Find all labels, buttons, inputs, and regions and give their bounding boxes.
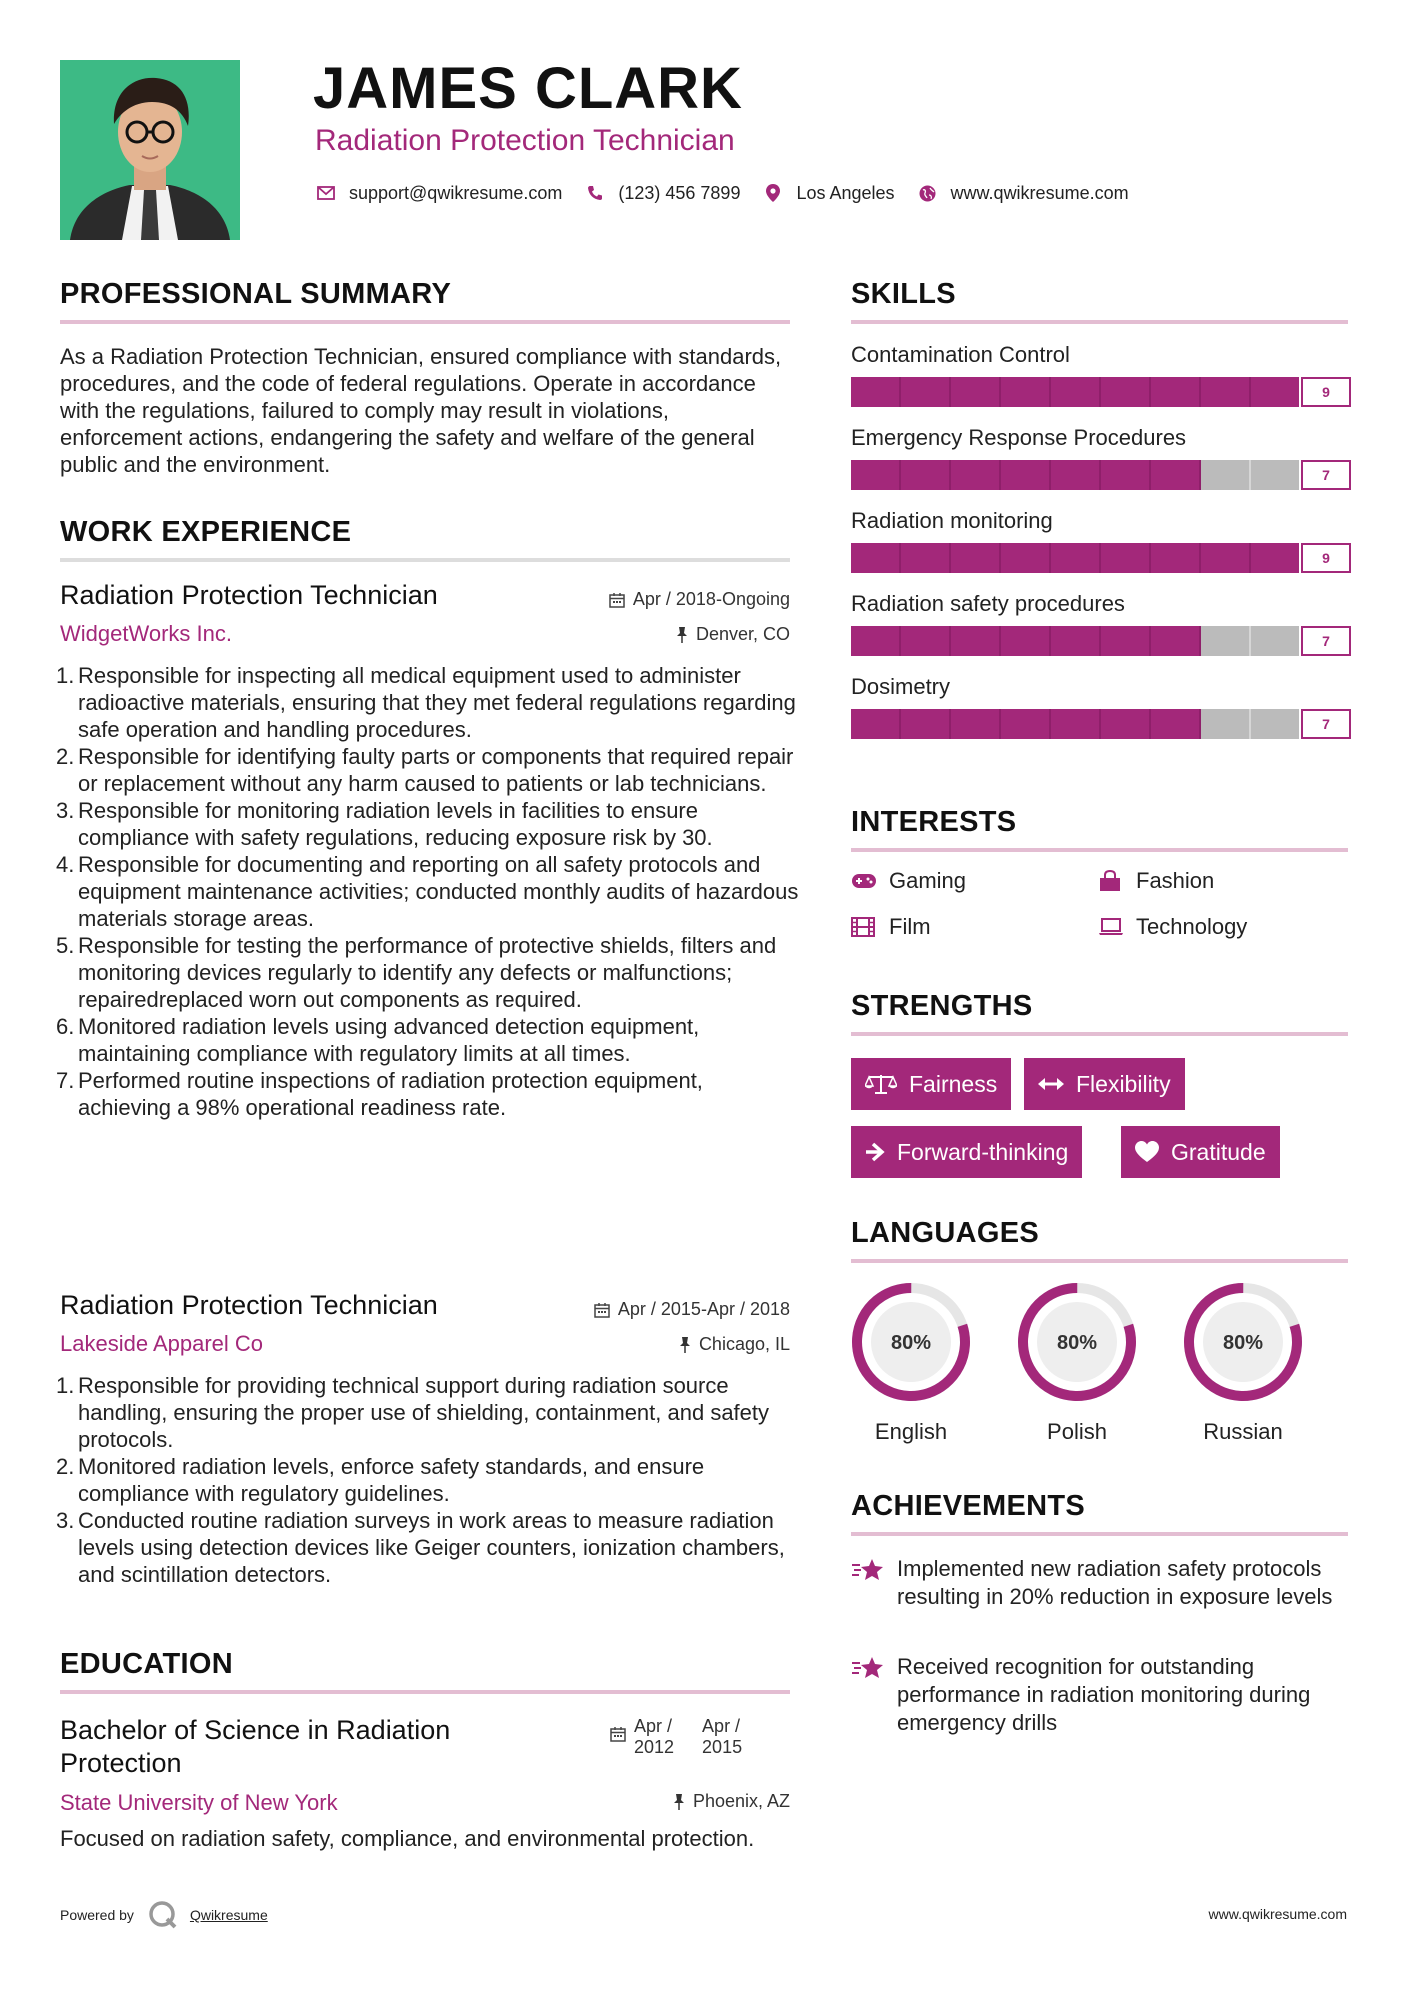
job-1-duties: [56, 662, 800, 1121]
skills-rule: [851, 320, 1348, 324]
skill-bar-segment-filled: [901, 626, 951, 656]
skill-level: 7: [1301, 709, 1351, 739]
strength-gratitude: Gratitude: [1121, 1126, 1280, 1178]
achievements-rule: [851, 1532, 1348, 1536]
strength-forward-thinking: Forward-thinking: [851, 1126, 1082, 1178]
map-marker-icon: [762, 182, 784, 204]
skill-bar-segment-filled: [1051, 543, 1101, 573]
skill-bar-segment-filled: [1151, 460, 1201, 490]
pushpin-icon: [676, 627, 688, 643]
degree-title: Bachelor of Science in Radiation Protection: [60, 1715, 451, 1778]
envelope-icon: [315, 182, 337, 204]
skill-bar-segment-filled: [1151, 543, 1201, 573]
education-school: State University of New York: [60, 1790, 338, 1815]
laptop-icon: [1098, 918, 1128, 936]
language-percent: 80%: [1222, 1332, 1264, 1354]
skill-bar-segment-filled: [1101, 377, 1151, 407]
interest-film: Film: [851, 914, 931, 940]
candidate-name: JAMES CLARK: [313, 56, 743, 121]
list-item: 2. Monitored radiation levels, enforce safety standards, and ensure compliance with regulatory guidelines.: [56, 1454, 705, 1506]
job-2-duties: [56, 1372, 800, 1588]
interest-gaming: Gaming: [851, 868, 966, 894]
summary-text: As a Radiation Protection Technician, ensured compliance with standards, procedures, and the code of federal regulations. Operate in accordance with the regulations, failured to comply may result in violations, enforcement actions, endangering the safety and welfare of the general public and the environment.: [60, 344, 782, 477]
skill-bar-segment-filled: [901, 377, 951, 407]
arrows-horizontal-icon: [1038, 1077, 1064, 1091]
skill-bar: [851, 460, 1351, 490]
language-ring: [1015, 1280, 1139, 1404]
interest-technology: Technology: [1098, 914, 1247, 940]
skill-bar-segment-filled: [1051, 460, 1101, 490]
strengths-rule: [851, 1032, 1348, 1036]
pushpin-icon: [673, 1794, 685, 1810]
skill-bar-segment-filled: [851, 543, 901, 573]
achievement-item: Implemented new radiation safety protocols resulting in 20% reduction in exposure levels: [851, 1555, 1341, 1611]
skill-bar-segment-empty: [1251, 460, 1299, 490]
skill-name: Radiation monitoring: [851, 508, 1053, 533]
skill-bar-segment-empty: [1201, 626, 1251, 656]
language-item: [1181, 1280, 1305, 1445]
globe-icon: [917, 182, 939, 204]
skill-bar: [851, 377, 1351, 407]
skill-bar-segment-filled: [851, 377, 901, 407]
contact-location: Los Angeles: [796, 182, 895, 203]
skill-bar: [851, 709, 1351, 739]
job-1-location-text: Denver, CO: [695, 624, 790, 644]
achievements-heading: ACHIEVEMENTS: [851, 1490, 1086, 1522]
job-1-title: Radiation Protection Technician: [60, 580, 438, 610]
skill-item: [851, 591, 1351, 656]
education-rule: [60, 1690, 790, 1694]
job-1-dates: [609, 589, 790, 610]
education-heading: EDUCATION: [60, 1648, 233, 1680]
skill-bar-segment-filled: [1251, 377, 1299, 407]
balance-scale-icon: [865, 1073, 897, 1095]
skill-level: 7: [1301, 460, 1351, 490]
language-item: [849, 1280, 973, 1445]
profile-photo: [60, 60, 240, 240]
job-2-location-text: Chicago, IL: [698, 1334, 790, 1354]
list-item: 7. Performed routine inspections of radiation protection equipment, achieving a 98% operational readiness rate.: [56, 1068, 703, 1120]
job-1-dates-text: Apr / 2018-Ongoing: [632, 589, 790, 609]
skills-list: [851, 342, 1351, 739]
skill-bar-segment-filled: [951, 626, 1001, 656]
language-percent: 80%: [1056, 1332, 1098, 1354]
list-item: 1. Responsible for providing technical support during radiation source handling, ensuring the proper use of shielding, containment, and safety protocols.: [56, 1373, 770, 1452]
heart-icon: [1135, 1141, 1159, 1163]
skill-bar-segment-filled: [1001, 460, 1051, 490]
experience-rule: [60, 558, 790, 562]
job-1-location: [676, 624, 790, 645]
list-item: 4. Responsible for documenting and reporting on all safety protocols and equipment maintenance activities; conducted monthly audits of hazardous materials storage areas.: [56, 852, 799, 931]
skill-level: 7: [1301, 626, 1351, 656]
calendar-icon: [594, 1302, 610, 1318]
skill-bar-segment-filled: [951, 377, 1001, 407]
skill-bar-segment-filled: [1101, 709, 1151, 739]
skill-bar-segment-filled: [1051, 626, 1101, 656]
skill-item: [851, 508, 1351, 573]
skill-bar-segment-filled: [901, 543, 951, 573]
achievement-item: Received recognition for outstanding performance in radiation monitoring during emergency drills: [851, 1653, 1341, 1737]
strength-flexibility: Flexibility: [1024, 1058, 1185, 1110]
skill-bar-segment-filled: [1151, 709, 1201, 739]
footer-powered-by: Powered by Qwikresume: [60, 1900, 268, 1930]
interest-fashion: Fashion: [1098, 868, 1214, 894]
skill-bar-segment-filled: [1001, 626, 1051, 656]
language-name: English: [874, 1419, 948, 1444]
job-2-location: [679, 1334, 790, 1355]
skill-bar-segment-empty: [1201, 709, 1251, 739]
skill-bar-segment-filled: [1101, 543, 1151, 573]
job-2-company: Lakeside Apparel Co: [60, 1331, 264, 1356]
skill-bar-segment-filled: [1001, 709, 1051, 739]
footer-website[interactable]: www.qwikresume.com: [1208, 1906, 1347, 1922]
skill-bar-segment-filled: [1251, 543, 1299, 573]
skill-bar-segment-empty: [1251, 626, 1299, 656]
education-description: Focused on radiation safety, compliance, and environmental protection.: [60, 1826, 755, 1851]
summary-rule: [60, 320, 790, 324]
list-item: 1. Responsible for inspecting all medical equipment used to administer radioactive materials, ensuring that they met federal regulations regarding safe operation and handling procedures.: [56, 663, 796, 742]
skill-name: Emergency Response Procedures: [851, 425, 1187, 450]
contact-website[interactable]: www.qwikresume.com: [950, 182, 1129, 203]
strength-fairness: Fairness: [851, 1058, 1011, 1110]
skill-name: Dosimetry: [851, 674, 951, 699]
gamepad-icon: [851, 873, 881, 889]
contact-email[interactable]: support@qwikresume.com: [349, 182, 563, 203]
contact-bar: [315, 178, 1151, 208]
qwikresume-logo-icon: [148, 1900, 178, 1930]
contact-phone[interactable]: (123) 456 7899: [618, 182, 741, 203]
list-item: 2. Responsible for identifying faulty parts or components that required repair or replacement without any harm caused to patients or lab technicians.: [56, 744, 794, 796]
skill-bar-segment-filled: [1151, 377, 1201, 407]
language-ring: [849, 1280, 973, 1404]
skill-bar-segment-filled: [851, 626, 901, 656]
skill-bar-segment-filled: [851, 709, 901, 739]
footer-brand-link[interactable]: Qwikresume: [189, 1907, 268, 1923]
languages-rule: [851, 1259, 1348, 1263]
arrow-right-icon: [865, 1142, 885, 1162]
skill-item: [851, 425, 1351, 490]
calendar-icon: [610, 1726, 626, 1742]
skill-bar-segment-filled: [951, 460, 1001, 490]
skill-bar-segment-filled: [1001, 543, 1051, 573]
job-2-dates-text: Apr / 2015-Apr / 2018: [617, 1299, 790, 1319]
list-item: 3. Conducted routine radiation surveys in work areas to measure radiation levels using detection devices like Geiger counters, ionization chambers, and scintillation detectors.: [56, 1508, 785, 1587]
skill-bar-segment-filled: [901, 709, 951, 739]
calendar-icon: [609, 592, 625, 608]
skills-heading: SKILLS: [851, 278, 956, 310]
candidate-title: Radiation Protection Technician: [315, 124, 735, 157]
languages-heading: LANGUAGES: [851, 1217, 1039, 1249]
skill-bar-segment-empty: [1251, 709, 1299, 739]
skill-level: 9: [1301, 543, 1351, 573]
skill-bar-segment-filled: [951, 709, 1001, 739]
strengths-heading: STRENGTHS: [851, 990, 1033, 1022]
language-percent: 80%: [890, 1332, 932, 1354]
list-item: 5. Responsible for testing the performance of protective shields, filters and monitoring devices regularly to identify any defects or malfunctions; repairedreplaced worn out components as required.: [56, 933, 777, 1012]
job-2-dates: [594, 1299, 790, 1320]
language-name: Polish: [1047, 1419, 1107, 1444]
skill-bar-segment-filled: [1101, 626, 1151, 656]
skill-bar-segment-filled: [1201, 377, 1251, 407]
skill-bar-segment-filled: [1051, 377, 1101, 407]
list-item: 3. Responsible for monitoring radiation levels in facilities to ensure compliance with safety regulations, reducing exposure risk by 30.: [56, 798, 713, 850]
languages-list: [851, 1280, 1351, 1450]
skill-level: 9: [1301, 377, 1351, 407]
skill-bar-segment-filled: [951, 543, 1001, 573]
skill-bar-segment-filled: [1001, 377, 1051, 407]
skill-name: Contamination Control: [851, 342, 1070, 367]
list-item: 6. Monitored radiation levels using advanced detection equipment, maintaining compliance with regulatory limits at all times.: [56, 1014, 700, 1066]
education-dates: Apr / 2012 Apr / 2015: [610, 1716, 742, 1758]
skill-bar: [851, 543, 1351, 573]
skill-bar-segment-filled: [901, 460, 951, 490]
skill-bar: [851, 626, 1351, 656]
skill-name: Radiation safety procedures: [851, 591, 1125, 616]
skill-bar-segment-filled: [1101, 460, 1151, 490]
language-item: [1015, 1280, 1139, 1445]
skill-bar-segment-filled: [1051, 709, 1101, 739]
education-location: Phoenix, AZ: [673, 1791, 790, 1812]
shooting-star-icon: [851, 1653, 887, 1737]
skill-bar-segment-filled: [1201, 543, 1251, 573]
experience-heading: WORK EXPERIENCE: [60, 516, 352, 548]
film-icon: [851, 917, 881, 937]
summary-heading: PROFESSIONAL SUMMARY: [60, 278, 452, 310]
skill-item: [851, 674, 1351, 739]
shopping-bag-icon: [1098, 870, 1128, 892]
skill-bar-segment-filled: [1151, 626, 1201, 656]
interests-heading: INTERESTS: [851, 806, 1017, 838]
interests-rule: [851, 848, 1348, 852]
job-1-company: WidgetWorks Inc.: [60, 621, 232, 646]
pushpin-icon: [679, 1337, 691, 1353]
language-ring: [1181, 1280, 1305, 1404]
job-2-title: Radiation Protection Technician: [60, 1290, 438, 1320]
phone-icon: [584, 182, 606, 204]
skill-bar-segment-filled: [851, 460, 901, 490]
skill-item: [851, 342, 1351, 407]
shooting-star-icon: [851, 1555, 887, 1611]
language-name: Russian: [1203, 1419, 1283, 1444]
skill-bar-segment-empty: [1201, 460, 1251, 490]
